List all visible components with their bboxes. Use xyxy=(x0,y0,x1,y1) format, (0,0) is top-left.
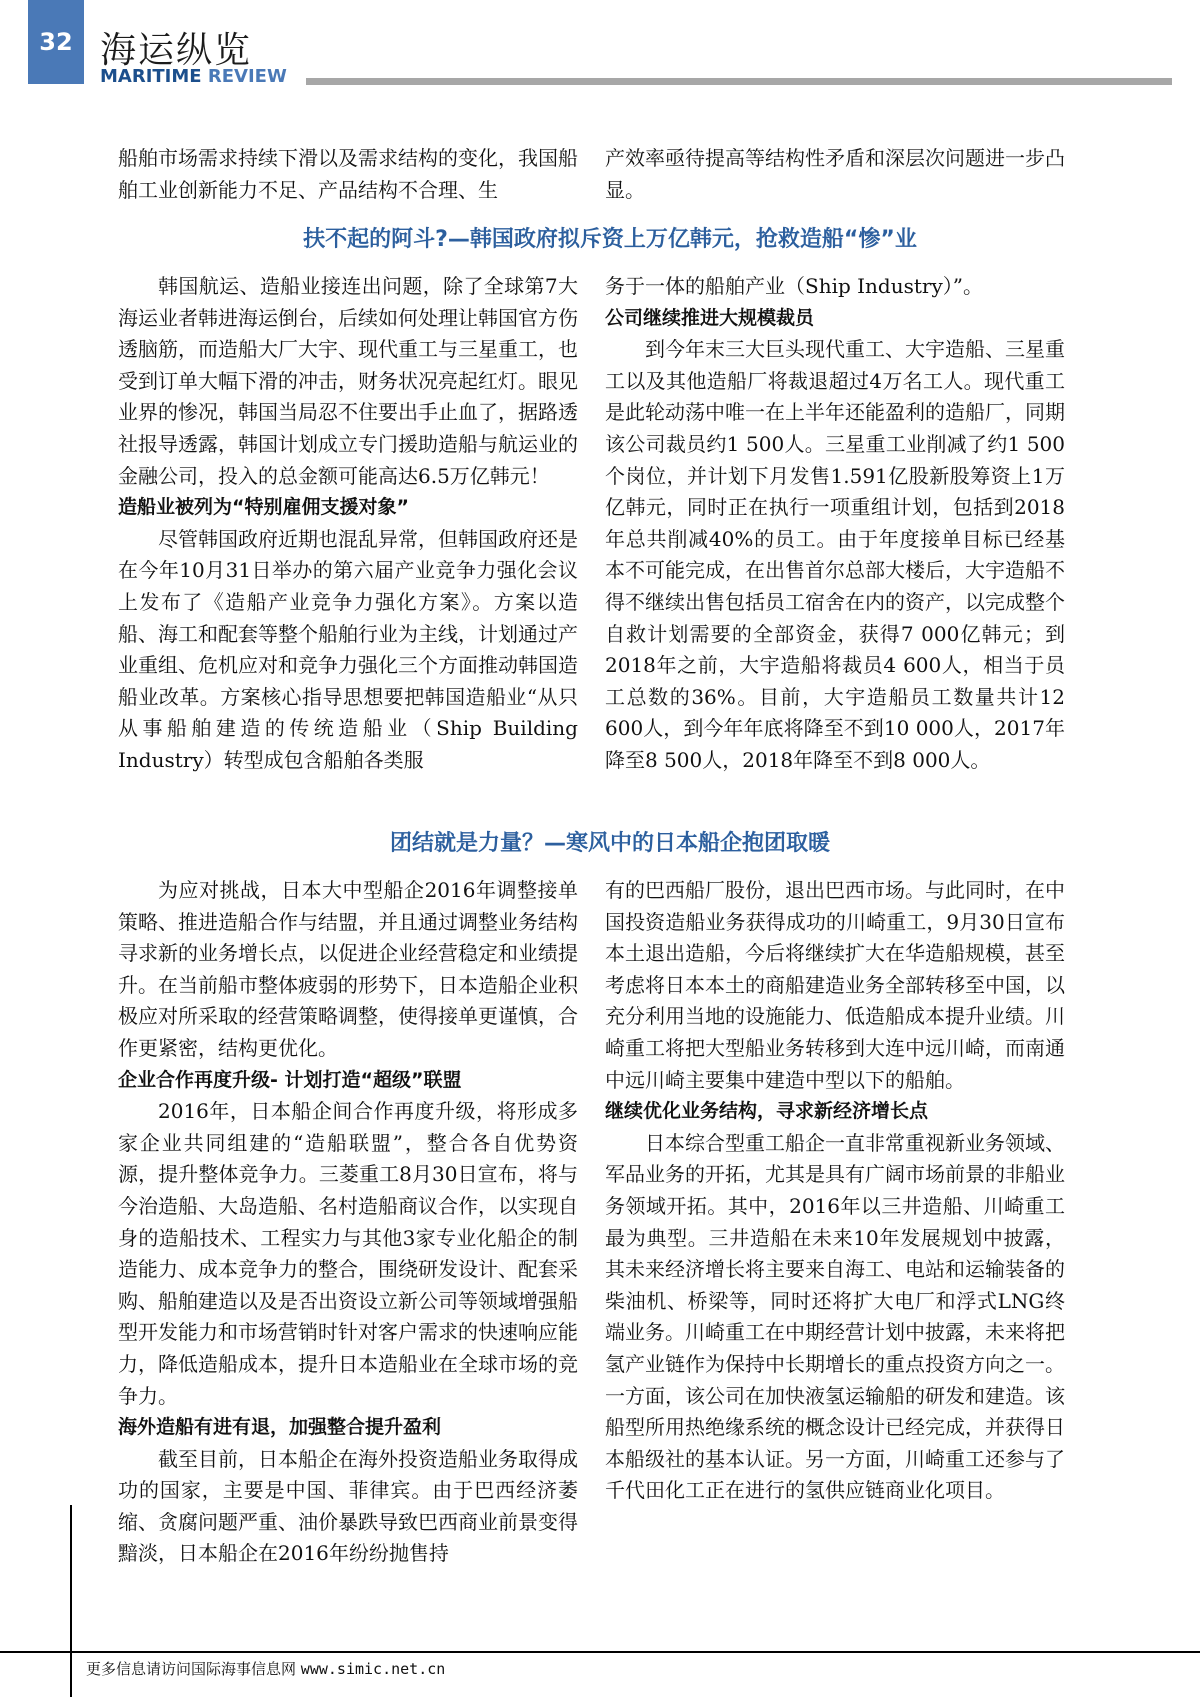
section1-left-paragraph-1: 韩国航运、造船业接连出问题，除了全球第7大海运业者韩进海运倒台，后续如何处理让韩国官方伤透脑筋，而造船大厂大宇、现代重工与三星重工，也受到订单大幅下滑的冲击，财务状况亮起红灯。眼见业界的惨况，韩国当局忍不住要出手止血了，据路透社报导透露，韩国计划成立专门援助造船与航运业的金融公司，投入的总金额可能高达6.5万亿韩元！ xyxy=(118,274,578,488)
section1-left-paragraph-2: 尽管韩国政府近期也混乱异常，但韩国政府还是在今年10月31日举办的第六届产业竞争力强化会议上发布了《造船产业竞争力强化方案》。方案以造船、海工和配套等整个船舶行业为主线，计划通过产业重组、危机应对和竞争力强化三个方面推动韩国造船业改革。方案核心指导思想要把韩国造船业“从只从事船舶建造的传统造船业（Ship Building Industry）转型成包含船舶各类服 xyxy=(118,526,578,772)
footer-vertical-rule xyxy=(70,1505,72,1697)
magazine-subtitle xyxy=(100,66,287,87)
footer-text: 更多信息请访问国际海事信息网 xyxy=(86,1660,297,1678)
header-rule xyxy=(306,78,1172,85)
section2-heading: 团结就是力量？—寒风中的日本船企抱团取暖 xyxy=(389,831,830,856)
footer xyxy=(86,1658,445,1679)
section2-right-column xyxy=(605,875,1065,1507)
section2-left-subheading-1: 企业合作再度升级- 计划打造“超级”联盟 xyxy=(118,1068,462,1091)
section1-left-column xyxy=(118,271,578,777)
section1-heading: 扶不起的阿斗?—韩国政府拟斥资上万亿韩元，抢救造船“惨”业 xyxy=(303,227,917,252)
footer-rule xyxy=(0,1651,1200,1653)
page-number: 32 xyxy=(28,0,84,84)
section2-right-paragraph-1: 有的巴西船厂股份，退出巴西市场。与此同时，在中国投资造船业务获得成功的川崎重工，9月30日宣布本土退出造船，今后将继续扩大在华造船规模，甚至考虑将日本本土的商船建造业务全部转移至中国，以充分利用当地的设施能力、低造船成本提升业绩。川崎重工将把大型船业务转移到大连中远川崎，而南通中远川崎主要集中建造中型以下的船舶。 xyxy=(605,878,1065,1092)
section1-right-subheading: 公司继续推进大规模裁员 xyxy=(605,306,815,329)
section2-left-paragraph-1: 为应对挑战，日本大中型船企2016年调整接单策略、推进造船合作与结盟，并且通过调整业务结构寻求新的业务增长点，以促进企业经营稳定和业绩提升。在当前船市整体疲弱的形势下，日本造船企业积极应对所采取的经营策略调整，使得接单更谨慎，合作更紧密，结构更优化。 xyxy=(118,878,578,1060)
section1-right-paragraph-1: 务于一体的船舶产业（Ship Industry）”。 xyxy=(605,274,983,298)
intro-right-text: 产效率亟待提高等结构性矛盾和深层次问题进一步凸显。 xyxy=(605,146,1065,202)
intro-left-text: 船舶市场需求持续下滑以及需求结构的变化，我国船舶工业创新能力不足、产品结构不合理、生 xyxy=(118,146,578,202)
section2-left-subheading-2: 海外造船有进有退，加强整合提升盈利 xyxy=(118,1416,442,1439)
section1-left-subheading: 造船业被列为“特别雇佣支援对象” xyxy=(118,496,409,519)
magazine-title: 海运纵览 xyxy=(100,30,253,71)
intro-left-column xyxy=(118,143,578,206)
intro-right-column xyxy=(605,143,1065,206)
section1-right-paragraph-2: 到今年末三大巨头现代重工、大宇造船、三星重工以及其他造船厂将裁退超过4万名工人。现代重工是此轮动荡中唯一在上半年还能盈利的造船厂，同期该公司裁员约1 500人。三星重工业削减了约1 500个岗位，并计划下月发售1.591亿股新股筹资上1万亿韩元，同时正在执行一项重组计划，包括到2018年总共削减40%的员工。由于年度接单目标已经基本不可能完成，在出售首尔总部大楼后，大宇造船不得不继续出售包括员工宿舍在内的资产，以完成整个自救计划需要的全部资金，获得7 000亿韩元；到2018年之前，大宇造船将裁员4 600人，相当于员工总数的36%。目前，大宇造船员工数量共计12 600人，到今年年底将降至不到10 000人，2017年降至8 500人，2018年降至不到8 000人。 xyxy=(605,337,1065,772)
subtitle-maritime: MARITIME xyxy=(100,66,202,87)
footer-link[interactable]: www.simic.net.cn xyxy=(300,1660,446,1678)
section2-left-column xyxy=(118,875,578,1570)
section1-right-column xyxy=(605,271,1065,777)
section2-left-paragraph-2: 2016年，日本船企间合作再度升级，将形成多家企业共同组建的“造船联盟”，整合各自优势资源，提升整体竞争力。三菱重工8月30日宣布，将与今治造船、大岛造船、名村造船商议合作，以实现自身的造船技术、工程实力与其他3家专业化船企的制造能力、成本竞争力的整合，围绕研发设计、配套采购、船舶建造以及是否出资设立新公司等领域增强船型开发能力和市场营销时针对客户需求的快速响应能力，降低造船成本，提升日本造船业在全球市场的竞争力。 xyxy=(118,1099,578,1408)
section2-right-paragraph-2: 日本综合型重工船企一直非常重视新业务领域、军品业务的开拓，尤其是具有广阔市场前景的非船业务领域开拓。其中，2016年以三井造船、川崎重工最为典型。三井造船在未来10年发展规划中披露，其未来经济增长将主要来自海工、电站和运输装备的柴油机、桥梁等，同时还将扩大电厂和浮式LNG终端业务。川崎重工在中期经营计划中披露，未来将把氢产业链作为保持中长期增长的重点投资方向之一。一方面，该公司在加快液氢运输船的研发和建造。该船型所用热绝缘系统的概念设计已经完成，并获得日本船级社的基本认证。另一方面，川崎重工还参与了千代田化工正在进行的氢供应链商业化项目。 xyxy=(605,1130,1065,1503)
subtitle-review: REVIEW xyxy=(207,66,287,87)
section2-right-subheading: 继续优化业务结构，寻求新经济增长点 xyxy=(605,1100,929,1123)
section2-left-paragraph-3: 截至目前，日本船企在海外投资造船业务取得成功的国家，主要是中国、菲律宾。由于巴西经济萎缩、贪腐问题严重、油价暴跌导致巴西商业前景变得黯淡，日本船企在2016年纷纷抛售持 xyxy=(118,1446,578,1566)
